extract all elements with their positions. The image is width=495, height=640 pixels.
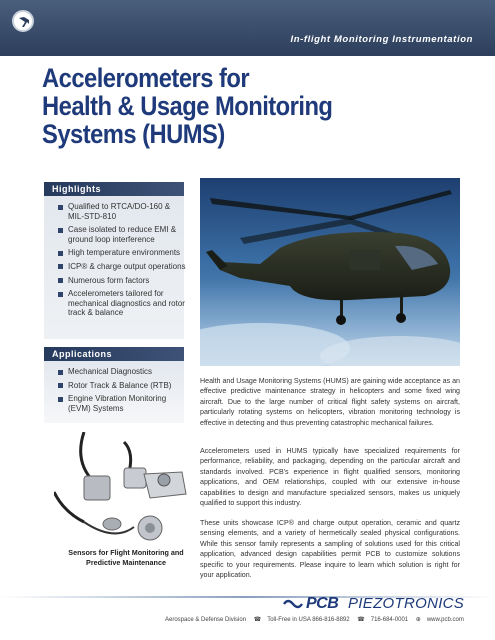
title-line-1: Accelerometers for — [42, 63, 250, 93]
bullet-square-icon — [58, 205, 63, 210]
body-paragraph-1: Health and Usage Monitoring Systems (HUMS) are gaining wide acceptance as an effective predictive maintenance strategy in helicopters and some fixed wing aircraft. Due to the large number of critical flight safety systems on aircraft, particularly rotating systems on helicopters, vibration monitoring technology is effective in detecting and thus preventing catastrophic mechanical failures. — [200, 377, 460, 427]
band-title: In-flight Monitoring Instrumentation — [290, 34, 473, 45]
list-item: Numerous form factors — [58, 276, 186, 286]
sensors-caption: Sensors for Flight Monitoring and Predictive Maintenance — [68, 548, 184, 567]
highlights-list — [58, 202, 186, 322]
header-band — [0, 0, 495, 56]
applications-list — [58, 367, 186, 417]
phone-icon: ☎ — [357, 617, 365, 623]
list-item: Engine Vibration Monitoring (EVM) Systems — [58, 394, 186, 413]
bullet-square-icon — [58, 251, 63, 256]
pcb-logo: PCB PIEZOTRONICS — [282, 594, 467, 612]
helicopter-photo — [200, 178, 460, 366]
toll-free-number: Toll-Free in USA 866-816-8892 — [267, 617, 350, 623]
bullet-square-icon — [58, 292, 63, 297]
list-item: Accelerometers tailored for mechanical diagnostics and rotor track & balance — [58, 289, 186, 318]
list-item: Qualified to RTCA/DO-160 & MIL-STD-810 — [58, 202, 186, 221]
bullet-square-icon — [58, 264, 63, 269]
bullet-square-icon — [58, 397, 63, 402]
list-item: Rotor Track & Balance (RTB) — [58, 381, 186, 391]
list-item: Case isolated to reduce EMI & ground loop interference — [58, 225, 186, 244]
title-line-3: Systems (HUMS) — [42, 119, 225, 149]
body-paragraph-3: These units showcase ICP® and charge output operation, ceramic and quartz sensing elements, and a variety of hermetically sealed physical configurations. While this sensor family represents a sampling of solutions used for this critical application, advanced design capabilities permit PCB to customize solutions specific to your requirements. Please inquire to learn which solution is right for your application. — [200, 519, 460, 580]
list-item: ICP® & charge output operations — [58, 262, 186, 272]
division-label: Aerospace & Defense Division — [165, 617, 247, 623]
title-line-2: Health & Usage Monitoring — [42, 91, 333, 121]
list-item: Mechanical Diagnostics — [58, 367, 186, 377]
bullet-square-icon — [58, 278, 63, 283]
bullet-square-icon — [58, 383, 63, 388]
web-icon: ⊕ — [415, 617, 421, 623]
list-item: High temperature environments — [58, 248, 186, 258]
bullet-square-icon — [58, 370, 63, 375]
company-emblem-icon — [12, 10, 34, 32]
phone-icon: ☎ — [253, 617, 262, 623]
body-paragraph-2: Accelerometers used in HUMS typically have specialized requirements for performance, reliability, and packaging, depending on the particular aircraft and standards involved. PCB's experience in flight qualified sensors, monitoring applications, and OEM relationships, coupled with our extensive in-house capabilities to design and manufacture specialized sensors, makes us uniquely qualified to support this industry. — [200, 447, 460, 508]
sensors-photo — [54, 432, 194, 552]
applications-heading: Applications — [44, 347, 184, 361]
phone-number: 716-684-0001 — [370, 617, 409, 623]
highlights-heading: Highlights — [44, 182, 184, 196]
page-title — [42, 64, 332, 148]
website-link[interactable]: www.pcb.com — [426, 617, 464, 623]
footer-contact — [165, 616, 470, 623]
pcb-logo-mark-icon — [282, 596, 304, 612]
bullet-square-icon — [58, 228, 63, 233]
